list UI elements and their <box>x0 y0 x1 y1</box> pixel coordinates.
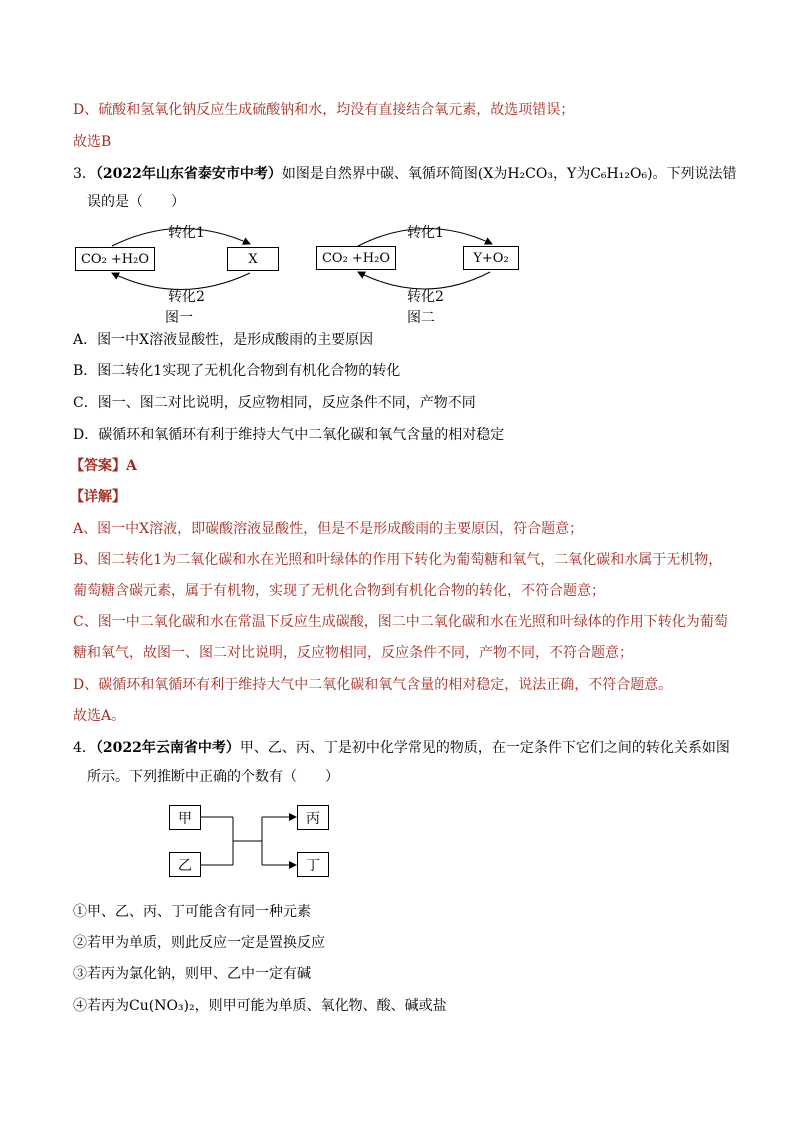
q4-box-ding: 丁 <box>297 852 329 877</box>
q4-number: 4． <box>73 740 96 756</box>
q3-stem-text-2: ，Y为 <box>552 166 591 182</box>
q3-answer-label: 【答案】A <box>70 458 137 474</box>
q4-item-3: ③若丙为氯化钠，则甲、乙中一定有碱 <box>73 966 311 982</box>
q3-stem-text: 如图是自然界中碳、氧循环简图(X为 <box>281 166 508 182</box>
q3-detail-a: A、图一中X溶液，即碳酸溶液显酸性，但是不是形成酸雨的主要原因，符合题意； <box>73 521 584 537</box>
q4-box-bing: 丙 <box>297 805 329 830</box>
q4-box-yi: 乙 <box>169 852 201 877</box>
q3-x-formula: H₂CO₃ <box>507 166 553 182</box>
q4-stem-text: 甲、乙、丙、丁是初中化学常见的物质，在一定条件下它们之间的转化关系如图 <box>239 740 730 756</box>
q3-option-a: A．图一中X溶液显酸性，是形成酸雨的主要原因 <box>73 332 374 348</box>
q3-option-d: D．碳循环和氧循环有利于维持大气中二氧化碳和氧气含量的相对稳定 <box>73 427 505 443</box>
q3-detail-c2: 糖和氧气，故图一、图二对比说明，反应物相同，反应条件不同，产物不同，不符合题意； <box>73 645 633 661</box>
fig2-arrow-top-label: 转化1 <box>407 225 444 241</box>
q3-detail-b2: 葡萄糖含碳元素，属于有机物，实现了无机化合物到有机化合物的转化，不符合题意； <box>73 583 605 599</box>
fig2-caption: 图二 <box>407 310 435 326</box>
fig1-box-right: X <box>227 247 279 271</box>
q4-stem-line2: 所示。下列推断中正确的个数有（ ） <box>87 769 339 785</box>
q3-final-answer: 故选A。 <box>73 708 126 724</box>
q3-detail-d: D、碳循环和氧循环有利于维持大气中二氧化碳和氧气含量的相对稳定，说法正确，不符合题意。 <box>73 677 673 693</box>
q3-number: 3． <box>73 166 96 182</box>
fig2-box-right: Y+O₂ <box>463 246 519 270</box>
q4-item-4: ④若丙为Cu(NO₃)₂，则甲可能为单质、氧化物、酸、碱或盐 <box>73 998 447 1014</box>
q3-stem-line2: 误的是（ ） <box>87 194 185 210</box>
fig2-box-left: CO₂ +H₂O <box>316 246 396 270</box>
q4-connector-lines <box>201 817 296 865</box>
q4-item-2: ②若甲为单质，则此反应一定是置换反应 <box>73 935 325 951</box>
q4-source: （2022年云南省中考） <box>95 740 240 756</box>
q2-answer: 故选B <box>73 134 112 150</box>
q3-detail-b1: B、图二转化1为二氧化碳和水在光照和叶绿体的作用下转化为葡萄糖和氧气，二氧化碳和水属于无机物， <box>73 552 723 568</box>
q3-detail-label: 【详解】 <box>70 489 126 505</box>
fig1-arrow-bottom-label: 转化2 <box>168 289 205 305</box>
fig2-arrow-bottom-label: 转化2 <box>407 289 444 305</box>
fig1-arrow-top-label: 转化1 <box>168 225 205 241</box>
q4-stem <box>73 738 730 758</box>
q2-option-d-explanation: D、硫酸和氢氧化钠反应生成硫酸钠和水，均没有直接结合氧元素，故选项错误； <box>73 102 575 118</box>
q3-source: （2022年山东省泰安市中考） <box>95 166 282 182</box>
q4-box-jia: 甲 <box>169 805 201 830</box>
q3-y-formula: C₆H₁₂O₆ <box>590 166 648 182</box>
fig1-caption: 图一 <box>165 310 193 326</box>
q3-option-b: B．图二转化1实现了无机化合物到有机化合物的转化 <box>73 363 401 379</box>
q4-item-1: ①甲、乙、丙、丁可能含有同一种元素 <box>73 904 311 920</box>
q3-option-c: C．图一、图二对比说明，反应物相同，反应条件不同，产物不同 <box>73 395 476 411</box>
q3-detail-c1: C、图一中二氧化碳和水在常温下反应生成碳酸，图二中二氧化碳和水在光照和叶绿体的作用下转化为葡萄 <box>73 614 728 630</box>
q3-stem-text-3: )。下列说法错 <box>647 166 737 182</box>
fig1-box-left: CO₂ +H₂O <box>75 247 155 271</box>
